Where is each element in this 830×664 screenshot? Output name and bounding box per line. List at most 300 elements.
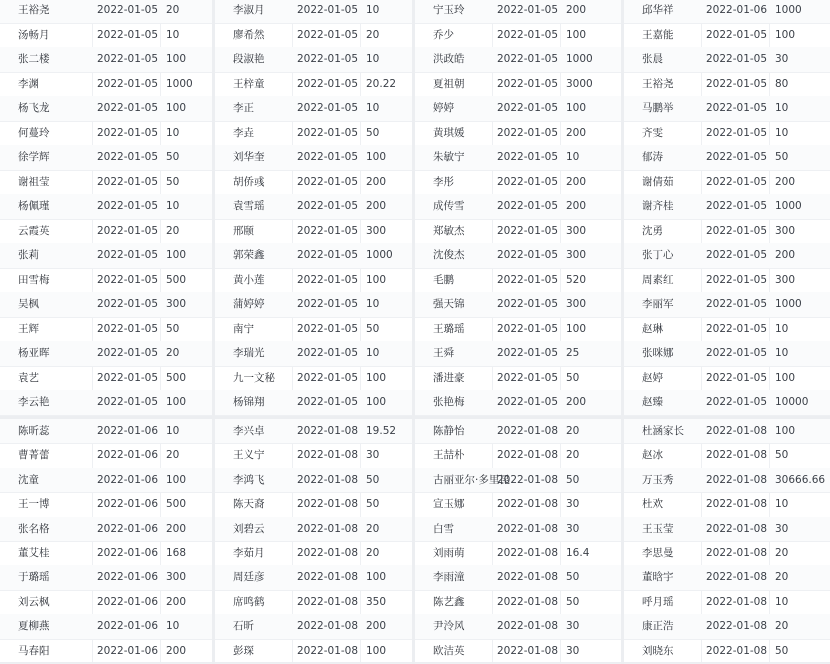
date-cell: 2022-01-05 — [497, 28, 559, 41]
table-row — [624, 541, 830, 566]
date-cell: 2022-01-05 — [297, 102, 359, 114]
table-row — [415, 341, 621, 367]
amount-cell: 100 — [366, 151, 387, 163]
table-row — [624, 492, 830, 517]
table-row — [415, 492, 621, 517]
donor-name-cell: 田雪梅 — [18, 273, 50, 286]
table-row — [0, 194, 212, 220]
date-cell: 2022-01-08 — [497, 473, 559, 486]
donor-name-cell: 吴枫 — [18, 298, 39, 310]
table-row — [215, 268, 412, 294]
table-row — [624, 268, 830, 294]
donor-name-cell: 成传雪 — [433, 200, 465, 212]
amount-cell: 100 — [366, 273, 387, 286]
amount-cell: 200 — [366, 200, 387, 212]
table-row — [624, 72, 830, 98]
donor-name-cell: 李淑月 — [233, 4, 265, 16]
amount-cell: 20 — [775, 620, 789, 633]
table-row — [0, 419, 212, 444]
donor-name-cell: 陈静怡 — [433, 425, 465, 437]
table-row — [624, 443, 830, 468]
donor-name-cell: 强天锦 — [433, 298, 465, 310]
amount-cell: 50 — [166, 175, 180, 188]
date-cell: 2022-01-05 — [706, 371, 768, 384]
table-row — [215, 590, 412, 615]
amount-cell: 10 — [166, 620, 180, 633]
table-row — [0, 317, 212, 343]
table-row — [624, 590, 830, 615]
date-cell: 2022-01-05 — [297, 371, 359, 384]
date-cell: 2022-01-08 — [297, 547, 359, 559]
date-cell: 2022-01-08 — [706, 473, 768, 486]
table-row — [624, 194, 830, 220]
date-cell: 2022-01-08 — [297, 498, 359, 511]
amount-cell: 350 — [366, 595, 387, 608]
date-cell: 2022-01-05 — [706, 53, 768, 65]
date-cell: 2022-01-06 — [97, 644, 159, 657]
date-cell: 2022-01-08 — [706, 644, 768, 657]
date-cell: 2022-01-08 — [706, 522, 768, 535]
date-cell: 2022-01-05 — [97, 347, 159, 359]
table-row — [624, 243, 830, 269]
donor-name-cell: 李彤 — [433, 175, 454, 188]
donor-name-cell: 马春阳 — [18, 644, 50, 657]
amount-cell: 10 — [566, 151, 580, 163]
amount-cell: 300 — [566, 249, 587, 261]
date-cell: 2022-01-08 — [706, 620, 768, 633]
table-row — [415, 219, 621, 245]
date-cell: 2022-01-08 — [497, 620, 559, 633]
table-row — [215, 390, 412, 416]
donor-name-cell: 徐学辉 — [18, 151, 50, 163]
date-cell: 2022-01-05 — [497, 347, 559, 359]
date-cell: 2022-01-05 — [297, 396, 359, 408]
amount-cell: 300 — [775, 273, 796, 286]
amount-cell: 200 — [775, 175, 796, 188]
donor-name-cell: 杜涵家长 — [642, 425, 684, 437]
table-row — [415, 72, 621, 98]
donor-name-cell: 沈勇 — [642, 224, 663, 237]
table-row — [0, 366, 212, 392]
donor-name-cell: 周素红 — [642, 273, 674, 286]
amount-cell: 500 — [166, 498, 187, 511]
date-cell: 2022-01-05 — [497, 200, 559, 212]
table-row — [215, 72, 412, 98]
donor-name-cell: 九一文秘 — [233, 371, 275, 384]
record-panel-1 — [0, 0, 212, 412]
date-cell: 2022-01-05 — [706, 273, 768, 286]
amount-cell: 20 — [166, 224, 180, 237]
date-cell: 2022-01-05 — [497, 249, 559, 261]
amount-cell: 50 — [566, 371, 580, 384]
table-row — [215, 243, 412, 269]
date-cell: 2022-01-05 — [706, 200, 768, 212]
table-row — [215, 194, 412, 220]
date-cell: 2022-01-06 — [97, 425, 159, 437]
donor-name-cell: 古丽亚尔·多里昆 — [433, 473, 510, 486]
date-cell: 2022-01-05 — [706, 28, 768, 41]
amount-cell: 10 — [775, 595, 789, 608]
table-row — [0, 47, 212, 73]
table-row — [415, 614, 621, 639]
date-cell: 2022-01-05 — [297, 151, 359, 163]
table-row — [215, 0, 412, 24]
donor-name-cell: 杨飞龙 — [18, 102, 50, 114]
amount-cell: 1000 — [366, 249, 393, 261]
table-row — [0, 614, 212, 639]
table-row — [624, 614, 830, 639]
amount-cell: 50 — [366, 322, 380, 335]
table-row — [215, 219, 412, 245]
donor-name-cell: 李丽军 — [642, 298, 674, 310]
donor-name-cell: 万玉秀 — [642, 473, 674, 486]
date-cell: 2022-01-05 — [97, 322, 159, 335]
date-cell: 2022-01-08 — [497, 425, 559, 437]
donor-name-cell: 张名格 — [18, 522, 50, 535]
table-row — [624, 121, 830, 147]
amount-cell: 50 — [566, 595, 580, 608]
date-cell: 2022-01-08 — [297, 522, 359, 535]
table-row — [624, 23, 830, 49]
date-cell: 2022-01-05 — [706, 249, 768, 261]
date-cell: 2022-01-05 — [97, 371, 159, 384]
donor-name-cell: 李茹月 — [233, 547, 265, 559]
amount-cell: 200 — [366, 175, 387, 188]
donor-name-cell: 席鸣鹤 — [233, 595, 265, 608]
donor-name-cell: 宁玉玲 — [433, 4, 465, 16]
donor-name-cell: 李鸿飞 — [233, 473, 265, 486]
date-cell: 2022-01-08 — [297, 425, 359, 437]
donor-name-cell: 郑敏杰 — [433, 224, 465, 237]
amount-cell: 50 — [166, 322, 180, 335]
date-cell: 2022-01-05 — [497, 175, 559, 188]
amount-cell: 10 — [366, 347, 380, 359]
amount-cell: 1000 — [775, 298, 802, 310]
table-row — [624, 0, 830, 24]
table-row — [215, 47, 412, 73]
amount-cell: 50 — [566, 571, 580, 584]
amount-cell: 100 — [775, 28, 796, 41]
table-row — [415, 565, 621, 590]
amount-cell: 10 — [166, 200, 180, 212]
date-cell: 2022-01-05 — [297, 175, 359, 188]
donor-name-cell: 胡侨彧 — [233, 175, 265, 188]
donor-name-cell: 李云艳 — [18, 396, 50, 408]
amount-cell: 100 — [566, 102, 587, 114]
donor-name-cell: 李垚 — [233, 126, 254, 139]
donor-name-cell: 沈童 — [18, 473, 39, 486]
date-cell: 2022-01-05 — [297, 77, 359, 90]
donor-name-cell: 李瑞光 — [233, 347, 265, 359]
amount-cell: 30 — [775, 522, 789, 535]
amount-cell: 50 — [166, 151, 180, 163]
donor-name-cell: 李兴卓 — [233, 425, 265, 437]
date-cell: 2022-01-05 — [706, 151, 768, 163]
table-row — [215, 145, 412, 171]
donor-name-cell: 谢齐桂 — [642, 200, 674, 212]
donor-name-cell: 王裕尧 — [642, 77, 674, 90]
date-cell: 2022-01-05 — [97, 102, 159, 114]
amount-cell: 20 — [775, 547, 789, 559]
donor-name-cell: 黄小莲 — [233, 273, 265, 286]
date-cell: 2022-01-06 — [97, 620, 159, 633]
donor-name-cell: 宣玉娜 — [433, 498, 465, 511]
table-row — [624, 565, 830, 590]
date-cell: 2022-01-08 — [497, 595, 559, 608]
date-cell: 2022-01-05 — [497, 77, 559, 90]
amount-cell: 20 — [166, 449, 180, 462]
table-row — [0, 23, 212, 49]
donor-name-cell: 赵冰 — [642, 449, 663, 462]
donor-name-cell: 毛鹏 — [433, 273, 454, 286]
date-cell: 2022-01-05 — [706, 77, 768, 90]
date-cell: 2022-01-05 — [97, 28, 159, 41]
amount-cell: 10 — [366, 53, 380, 65]
record-panel-7 — [415, 419, 621, 662]
donor-name-cell: 杨锦翔 — [233, 396, 265, 408]
date-cell: 2022-01-08 — [497, 449, 559, 462]
table-row — [215, 170, 412, 196]
donor-name-cell: 白雪 — [433, 522, 454, 535]
date-cell: 2022-01-05 — [297, 28, 359, 41]
amount-cell: 1000 — [166, 77, 193, 90]
table-row — [0, 96, 212, 122]
table-row — [624, 366, 830, 392]
amount-cell: 50 — [366, 498, 380, 511]
amount-cell: 100 — [166, 473, 187, 486]
amount-cell: 10 — [775, 322, 789, 335]
amount-cell: 300 — [366, 224, 387, 237]
table-row — [215, 541, 412, 566]
donor-name-cell: 彭琛 — [233, 644, 254, 657]
table-row — [0, 0, 212, 24]
date-cell: 2022-01-05 — [97, 396, 159, 408]
amount-cell: 30 — [566, 644, 580, 657]
table-row — [0, 121, 212, 147]
date-cell: 2022-01-05 — [97, 224, 159, 237]
table-row — [415, 145, 621, 171]
donor-name-cell: 赵琳 — [642, 322, 663, 335]
amount-cell: 30 — [566, 522, 580, 535]
table-row — [415, 268, 621, 294]
date-cell: 2022-01-08 — [297, 620, 359, 633]
donor-name-cell: 董晗宇 — [642, 571, 674, 584]
amount-cell: 100 — [166, 249, 187, 261]
date-cell: 2022-01-05 — [497, 4, 559, 16]
date-cell: 2022-01-05 — [706, 102, 768, 114]
date-cell: 2022-01-05 — [297, 347, 359, 359]
date-cell: 2022-01-05 — [497, 102, 559, 114]
table-row — [415, 366, 621, 392]
donor-name-cell: 谢倩茹 — [642, 175, 674, 188]
date-cell: 2022-01-05 — [297, 298, 359, 310]
date-cell: 2022-01-05 — [497, 151, 559, 163]
amount-cell: 100 — [166, 102, 187, 114]
table-row — [415, 170, 621, 196]
date-cell: 2022-01-05 — [297, 273, 359, 286]
table-row — [215, 639, 412, 664]
date-cell: 2022-01-05 — [706, 396, 768, 408]
table-row — [0, 390, 212, 416]
table-row — [415, 517, 621, 542]
table-row — [415, 541, 621, 566]
table-row — [415, 468, 621, 493]
date-cell: 2022-01-08 — [706, 547, 768, 559]
donor-name-cell: 李思曼 — [642, 547, 674, 559]
record-panel-2 — [215, 0, 412, 412]
table-row — [624, 639, 830, 664]
table-row — [0, 341, 212, 367]
date-cell: 2022-01-06 — [97, 595, 159, 608]
donor-name-cell: 袁艺 — [18, 371, 39, 384]
date-cell: 2022-01-06 — [97, 571, 159, 584]
amount-cell: 1000 — [775, 4, 802, 16]
date-cell: 2022-01-08 — [297, 644, 359, 657]
date-cell: 2022-01-08 — [706, 498, 768, 511]
table-row — [0, 565, 212, 590]
date-cell: 2022-01-08 — [706, 595, 768, 608]
table-row — [415, 639, 621, 664]
table-row — [415, 47, 621, 73]
table-row — [624, 390, 830, 416]
table-row — [0, 145, 212, 171]
table-row — [0, 590, 212, 615]
table-row — [415, 121, 621, 147]
date-cell: 2022-01-06 — [97, 449, 159, 462]
date-cell: 2022-01-05 — [497, 53, 559, 65]
donor-name-cell: 张二楼 — [18, 53, 50, 65]
amount-cell: 20 — [566, 425, 580, 437]
amount-cell: 20 — [366, 522, 380, 535]
table-row — [215, 96, 412, 122]
table-row — [215, 614, 412, 639]
donor-name-cell: 康正浩 — [642, 620, 674, 633]
table-row — [0, 639, 212, 664]
donor-name-cell: 杜欢 — [642, 498, 663, 511]
amount-cell: 1000 — [775, 200, 802, 212]
table-row — [215, 292, 412, 318]
amount-cell: 100 — [566, 28, 587, 41]
amount-cell: 200 — [566, 126, 587, 139]
amount-cell: 100 — [775, 425, 796, 437]
donor-name-cell: 刘晓东 — [642, 644, 674, 657]
date-cell: 2022-01-06 — [97, 473, 159, 486]
date-cell: 2022-01-05 — [97, 249, 159, 261]
date-cell: 2022-01-05 — [706, 126, 768, 139]
date-cell: 2022-01-08 — [297, 595, 359, 608]
date-cell: 2022-01-05 — [97, 298, 159, 310]
date-cell: 2022-01-08 — [297, 449, 359, 462]
amount-cell: 20 — [366, 28, 380, 41]
record-panel-4 — [624, 0, 830, 412]
date-cell: 2022-01-05 — [97, 200, 159, 212]
date-cell: 2022-01-08 — [706, 571, 768, 584]
donor-name-cell: 何蔓玲 — [18, 126, 50, 139]
donor-name-cell: 云霞英 — [18, 224, 50, 237]
date-cell: 2022-01-05 — [97, 77, 159, 90]
table-row — [215, 492, 412, 517]
donor-name-cell: 王义宁 — [233, 449, 265, 462]
table-row — [0, 219, 212, 245]
donor-name-cell: 马鹏举 — [642, 102, 674, 114]
donor-name-cell: 杨亚晖 — [18, 347, 50, 359]
table-row — [415, 590, 621, 615]
table-row — [624, 47, 830, 73]
date-cell: 2022-01-05 — [706, 298, 768, 310]
amount-cell: 30 — [366, 449, 380, 462]
amount-cell: 10 — [166, 126, 180, 139]
donor-name-cell: 乔少 — [433, 28, 454, 41]
donor-name-cell: 蒲婷婷 — [233, 298, 265, 310]
amount-cell: 100 — [366, 571, 387, 584]
donor-name-cell: 廖希然 — [233, 28, 265, 41]
date-cell: 2022-01-06 — [97, 498, 159, 511]
amount-cell: 10000 — [775, 396, 809, 408]
table-row — [415, 419, 621, 444]
amount-cell: 10 — [366, 4, 380, 16]
date-cell: 2022-01-05 — [97, 175, 159, 188]
donor-name-cell: 李正 — [233, 102, 254, 114]
donor-name-cell: 欧洁英 — [433, 644, 465, 657]
table-row — [215, 366, 412, 392]
table-row — [624, 292, 830, 318]
amount-cell: 10 — [366, 102, 380, 114]
donor-name-cell: 南宁 — [233, 322, 254, 335]
amount-cell: 10 — [166, 425, 180, 437]
amount-cell: 20 — [166, 4, 180, 16]
amount-cell: 300 — [166, 298, 187, 310]
table-row — [215, 565, 412, 590]
date-cell: 2022-01-05 — [97, 126, 159, 139]
amount-cell: 200 — [366, 620, 387, 633]
amount-cell: 200 — [566, 200, 587, 212]
donor-name-cell: 齐雯 — [642, 126, 663, 139]
amount-cell: 520 — [566, 273, 587, 286]
date-cell: 2022-01-05 — [706, 224, 768, 237]
table-row — [0, 541, 212, 566]
table-row — [415, 0, 621, 24]
amount-cell: 80 — [775, 77, 789, 90]
donor-name-cell: 王喆朴 — [433, 449, 465, 462]
donor-name-cell: 王璐瑶 — [433, 322, 465, 335]
table-row — [415, 194, 621, 220]
date-cell: 2022-01-05 — [297, 4, 359, 16]
table-row — [215, 419, 412, 444]
amount-cell: 20 — [166, 347, 180, 359]
table-row — [0, 72, 212, 98]
donor-name-cell: 王梓童 — [233, 77, 265, 90]
donor-name-cell: 谢祖莹 — [18, 175, 50, 188]
amount-cell: 50 — [566, 473, 580, 486]
amount-cell: 25 — [566, 347, 580, 359]
amount-cell: 168 — [166, 547, 187, 559]
amount-cell: 500 — [166, 371, 187, 384]
donor-name-cell: 郭荣鑫 — [233, 249, 265, 261]
date-cell: 2022-01-05 — [497, 322, 559, 335]
date-cell: 2022-01-06 — [97, 547, 159, 559]
donor-name-cell: 陈天裔 — [233, 498, 265, 511]
date-cell: 2022-01-08 — [297, 571, 359, 584]
amount-cell: 300 — [566, 298, 587, 310]
date-cell: 2022-01-08 — [497, 644, 559, 657]
date-cell: 2022-01-05 — [297, 249, 359, 261]
donor-name-cell: 张咪娜 — [642, 347, 674, 359]
donor-name-cell: 夏柳燕 — [18, 620, 50, 633]
table-row — [0, 243, 212, 269]
donor-name-cell: 洪政皓 — [433, 53, 465, 65]
donor-name-cell: 张莉 — [18, 249, 39, 261]
date-cell: 2022-01-05 — [97, 53, 159, 65]
